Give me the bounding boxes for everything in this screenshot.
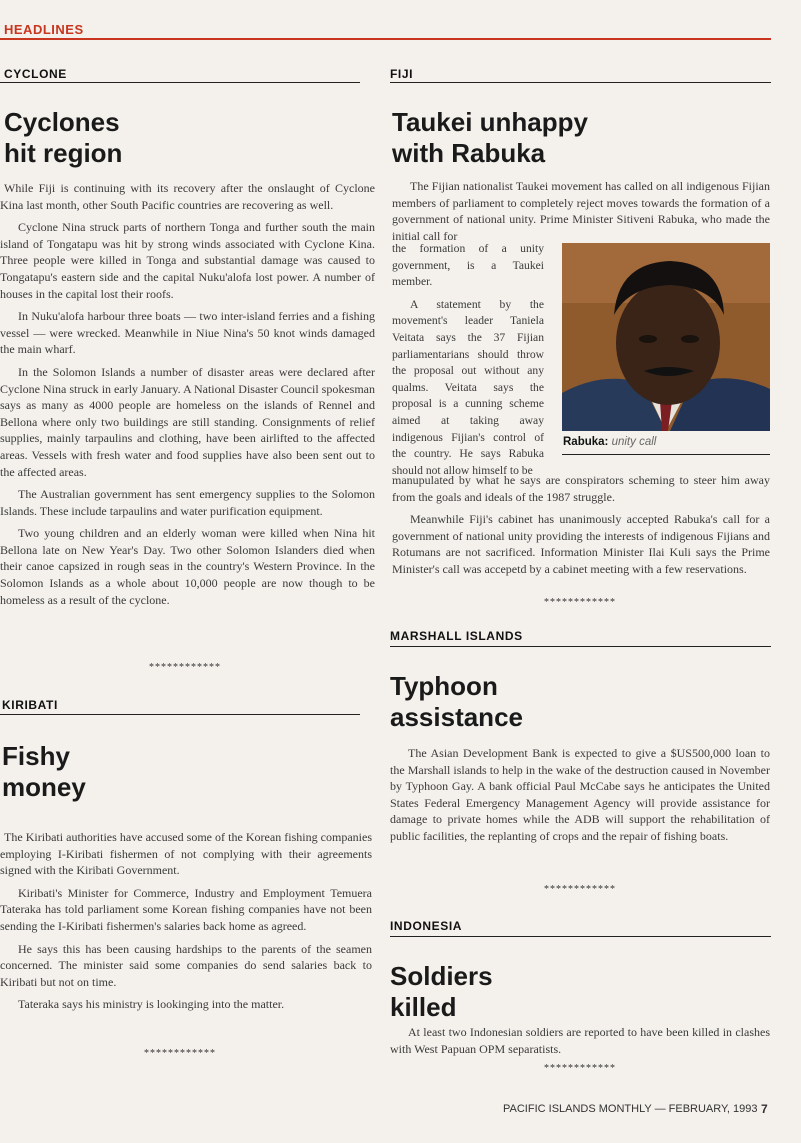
- separator-stars: ************: [544, 597, 616, 608]
- paragraph: The Australian government has sent emergency supplies to the Solomon Islands. These include tarpaulins and water purification equipment.: [0, 487, 375, 518]
- page-section-tab: HEADLINES: [4, 22, 84, 37]
- headline-fishy-money: Fishy money: [2, 741, 86, 802]
- paragraph: the formation of a unity government, is a Taukei member.: [392, 242, 544, 289]
- section-rule: [390, 646, 771, 647]
- paragraph: In Nuku'alofa harbour three boats — two inter-island ferries and a fishing vessel — were wrecked. Meanwhile in Niue Nina's 50 knot winds damaged the main wharf.: [0, 309, 375, 357]
- photo-caption: Rabuka: unity call: [563, 436, 657, 448]
- paragraph: The Asian Development Bank is expected to give a $US500,000 loan to the Marshall islands to help in the wake of the destruction caused in November by Typhoon Gay. A bank official Paul McCabe says he anticipates the United States Federal Emergency Management Agency will provide assistance for damage to private homes while the ADB will support the rehabilitation of public facilities, the replanting of crops and the repair of fishing boats.: [390, 746, 770, 843]
- headline-taukei: Taukei unhappy with Rabuka: [392, 107, 588, 168]
- paragraph: At least two Indonesian soldiers are reported to have been killed in clashes with West Papuan OPM separatists.: [390, 1025, 770, 1056]
- article-intro-fiji: [392, 178, 770, 250]
- rabuka-photo: [562, 243, 770, 431]
- section-rule: [0, 82, 360, 83]
- article-wrap-fiji: [392, 241, 544, 485]
- paragraph: manupulated by what he says are conspirators scheming to steer him away from the goals and ideals of the 1987 struggle.: [392, 473, 770, 504]
- section-rule: [390, 82, 771, 83]
- separator-stars: ************: [149, 662, 221, 673]
- separator-stars: ************: [544, 884, 616, 895]
- page-number: 7: [761, 1102, 768, 1116]
- paragraph: Cyclone Nina struck parts of northern Tonga and further south the main island of Tongatapu was hit by strong winds associated with Cyclone Kina. Three people were killed in Tonga and substantial damage was caused to Tongatapu's eastern side and the capital Nuku'alofa lost power. A number of houses in the capital lost their roofs.: [0, 220, 375, 301]
- paragraph: Kiribati's Minister for Commerce, Industry and Employment Temuera Tateraka has told parliament some Korean fishing companies have not been sending the I-Kiribati fishermen's salaries back home as agreed.: [0, 885, 372, 933]
- paragraph: In the Solomon Islands a number of disaster areas were declared after Cyclone Nina struck in early January. A National Disaster Council spokesman says as many as 4000 people are homeless on the islands of Rennel and Bellona where only two buildings are still standing. Consignments of relief supplies, mainly tarpaulins and clothing, have been airlifted to the affected areas. Vessels with fresh water and food supplies have also been sent out to the affected areas.: [0, 364, 375, 479]
- paragraph: A statement by the movement's leader Taniela Veitata says the 37 Fijian parliamentarians should throw the proposal out without any qualms. Veitata says the proposal is a cunning scheme aimed at taking away indigenous Fijian's control of the country. He says Rabuka should not allow himself to be: [392, 297, 544, 477]
- paragraph: The Kiribati authorities have accused some of the Korean fishing companies employing I-Kiribati fishermen of not complying with their agreements signed with the Kiribati Government.: [0, 830, 372, 878]
- article-body-fiji: [392, 472, 770, 584]
- section-label-indonesia: INDONESIA: [390, 919, 463, 933]
- article-body-marshall: [390, 745, 770, 851]
- article-body-cyclone: [0, 180, 375, 614]
- headline-cyclones: Cyclones hit region: [4, 107, 123, 168]
- section-label-kiribati: KIRIBATI: [2, 698, 58, 712]
- top-rule: [0, 38, 771, 40]
- separator-stars: ************: [144, 1048, 216, 1059]
- paragraph: He says this has been causing hardships to the parents of the seamen concerned. The minister said some companies do send salaries back to Kiribati but not on time.: [0, 941, 372, 989]
- section-label-cyclone: CYCLONE: [4, 67, 67, 81]
- section-rule: [0, 714, 360, 715]
- headline-typhoon: Typhoon assistance: [390, 671, 523, 732]
- section-label-fiji: FIJI: [390, 67, 414, 81]
- separator-stars: ************: [544, 1063, 616, 1074]
- headline-soldiers: Soldiers killed: [390, 961, 493, 1022]
- paragraph: Meanwhile Fiji's cabinet has unanimously accepted Rabuka's call for a government of national unity providing the interests of indigenous Fijians and Rotumans are not sacrificed. Information Minister Ilai Kuli says the Prime Minister's call was accepetd by a cabinet meeting with a few reservations.: [392, 512, 770, 576]
- article-body-indonesia: [390, 1024, 770, 1063]
- paragraph: The Fijian nationalist Taukei movement has called on all indigenous Fijian members of parliament to completely reject moves towards the formation of a government of national unity. Prime Minister Sitiveni Rabuka, who made the initial call for: [392, 179, 770, 243]
- page-footer: PACIFIC ISLANDS MONTHLY — FEBRUARY, 1993: [503, 1103, 758, 1115]
- caption-rule: [562, 454, 770, 455]
- paragraph: Tateraka says his ministry is lookinging into the matter.: [18, 997, 285, 1012]
- section-rule: [390, 936, 771, 937]
- paragraph: Two young children and an elderly woman were killed when Nina hit Bellona late on New Year's Day. Two other Solomon Islanders died when their canoe capsized in rough seas in the country's Western Province. In the Solomon Islands as a whole about 10,000 people are now though to be homeless as a result of the cyclone.: [0, 526, 375, 607]
- section-label-marshall: MARSHALL ISLANDS: [390, 629, 523, 643]
- article-body-kiribati: [0, 829, 372, 1019]
- paragraph: While Fiji is continuing with its recovery after the onslaught of Cyclone Kina last month, other South Pacific countries are recovering as well.: [0, 181, 375, 212]
